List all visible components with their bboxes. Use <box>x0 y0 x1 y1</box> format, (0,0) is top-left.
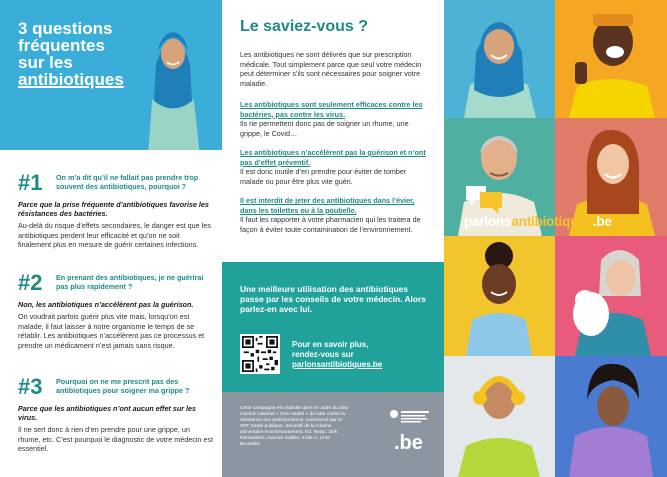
legal-footer <box>222 392 444 477</box>
title-line-3: sur les <box>18 53 73 72</box>
fact-heading: Les antibiotiques sont seulement efficaces contre les bactéries, pas contre les virus. <box>240 100 423 119</box>
left-hero <box>0 0 222 150</box>
speech-bubbles-icon <box>464 182 504 216</box>
intro-paragraph: Les antibiotiques ne sont délivrés que sur prescription médicale. Tout simplement parce que seul votre médecin peut déterminer s’ils sont nécessaires pour soigner votre maladie. <box>240 50 422 88</box>
link-line-1: Pour en savoir plus, <box>292 340 369 349</box>
question-number: #1 <box>18 170 43 195</box>
question-title: En prenant des antibiotiques, je ne guérirai pas plus rapidement ? <box>56 273 204 291</box>
more-info-link[interactable] <box>292 340 382 370</box>
question-number: #3 <box>18 374 43 399</box>
website-link[interactable]: parlonsantibiotiques.be <box>292 360 383 369</box>
fact-text: Ils ne permettent donc pas de soigner un rhume, une grippe, le Covid… <box>240 119 409 138</box>
question-title: Pourquoi on ne me prescrit pas des antibiotiques pour soigner ma grippe ? <box>56 377 190 395</box>
be-logo: .be <box>394 432 423 454</box>
section-title: Le saviez-vous ? <box>240 18 369 35</box>
fact-3 <box>240 196 430 234</box>
brand-main: antibiotiques <box>511 214 593 229</box>
fact-text: Il est donc inutile d’en prendre pour éviter de tomber malade ou pour être plus vite guéri. <box>240 167 407 186</box>
brand-suffix: .be <box>592 214 612 229</box>
brand-logo <box>464 182 654 232</box>
fact-heading: Les antibiotiques n’accélèrent pas la guérison et n’ont pas d’effet préventif. <box>240 148 426 167</box>
question-2 <box>18 272 213 350</box>
middle-panel <box>222 0 444 477</box>
left-panel <box>0 0 222 477</box>
question-answer: Parce que les antibiotiques n’ont aucun effet sur les virus. <box>18 404 196 422</box>
photo-young-person-hoodie <box>555 356 667 477</box>
photo-young-girl <box>444 236 555 356</box>
photo-man-headphones <box>444 356 555 477</box>
question-body: Au-delà du risque d’effets secondaires, le danger est que les antibiotiques perdent leur efficacité et qu’on ne soit finalement plus en mesure de guérir certaines infections. <box>18 221 211 250</box>
left-title <box>18 20 124 88</box>
fact-1 <box>240 100 430 138</box>
title-line-4: antibiotiques <box>18 70 124 89</box>
question-number: #2 <box>18 270 43 295</box>
spf-sante-logo <box>389 408 431 426</box>
question-3 <box>18 376 213 454</box>
title-line-1: 3 questions <box>18 19 113 38</box>
cta-section <box>222 262 444 392</box>
photo-woman-with-dog <box>555 236 667 356</box>
link-line-2: rendez-vous sur <box>292 350 354 359</box>
fact-text: Il faut les rapporter à votre pharmacien qui les traitera de façon à éviter toute contamination de l’environnement. <box>240 215 421 234</box>
cta-text: Une meilleure utilisation des antibiotiques passe par les conseils de votre médecin. Alors parlez-en avec lui. <box>240 284 426 314</box>
brand-prefix: parlons <box>464 214 512 229</box>
fact-heading: Il est interdit de jeter des antibiotiques dans l’évier, dans les toilettes ou à la poubelle. <box>240 196 415 215</box>
did-you-know-section <box>222 0 444 262</box>
brand-wordmark <box>464 214 612 229</box>
question-title: On m’a dit qu’il ne fallait pas prendre trop souvent des antibiotiques, pourquoi ? <box>56 173 199 191</box>
question-answer: Non, les antibiotiques n’accélèrent pas la guérison. <box>18 300 194 309</box>
legal-text: Cette campagne est réalisée dans le cadre du plan d’action national « One Health » de lutte contre la résistance aux antimicrobiens, coordonné par le SPF Santé publique, Sécurité de la Chaîne alimentaire et Environnement. Ed. Resp.: Dirk Ramaekers, Avenue Galilée, 5 bte 2, 1210 Bruxelles <box>240 406 349 447</box>
photo-collage <box>444 0 667 477</box>
photo-woman-hijab <box>444 0 555 118</box>
qr-code-icon[interactable] <box>240 334 280 374</box>
fact-2 <box>240 148 430 186</box>
title-line-2: fréquentes <box>18 36 105 55</box>
question-answer: Parce que la prise fréquente d’antibiotiques favorise les résistances des bactéries. <box>18 200 209 218</box>
woman-hijab-photo <box>140 6 206 150</box>
question-body: Il ne sert donc à rien d’en prendre pour une grippe, un rhume, etc. C’est pourquoi le diagnostic de votre médecin est essentiel. <box>18 425 213 454</box>
question-1 <box>18 172 213 250</box>
photo-man-laughing <box>555 0 667 118</box>
question-body: On voudrait parfois guérir plus vite mais, lorsqu’on est malade, il faut laisser à notre organisme le temps de se rétablir. Les antibiotiques n’accélèrent pas ce processus et prendre un médicament n’est jamais sans risque. <box>18 312 205 350</box>
